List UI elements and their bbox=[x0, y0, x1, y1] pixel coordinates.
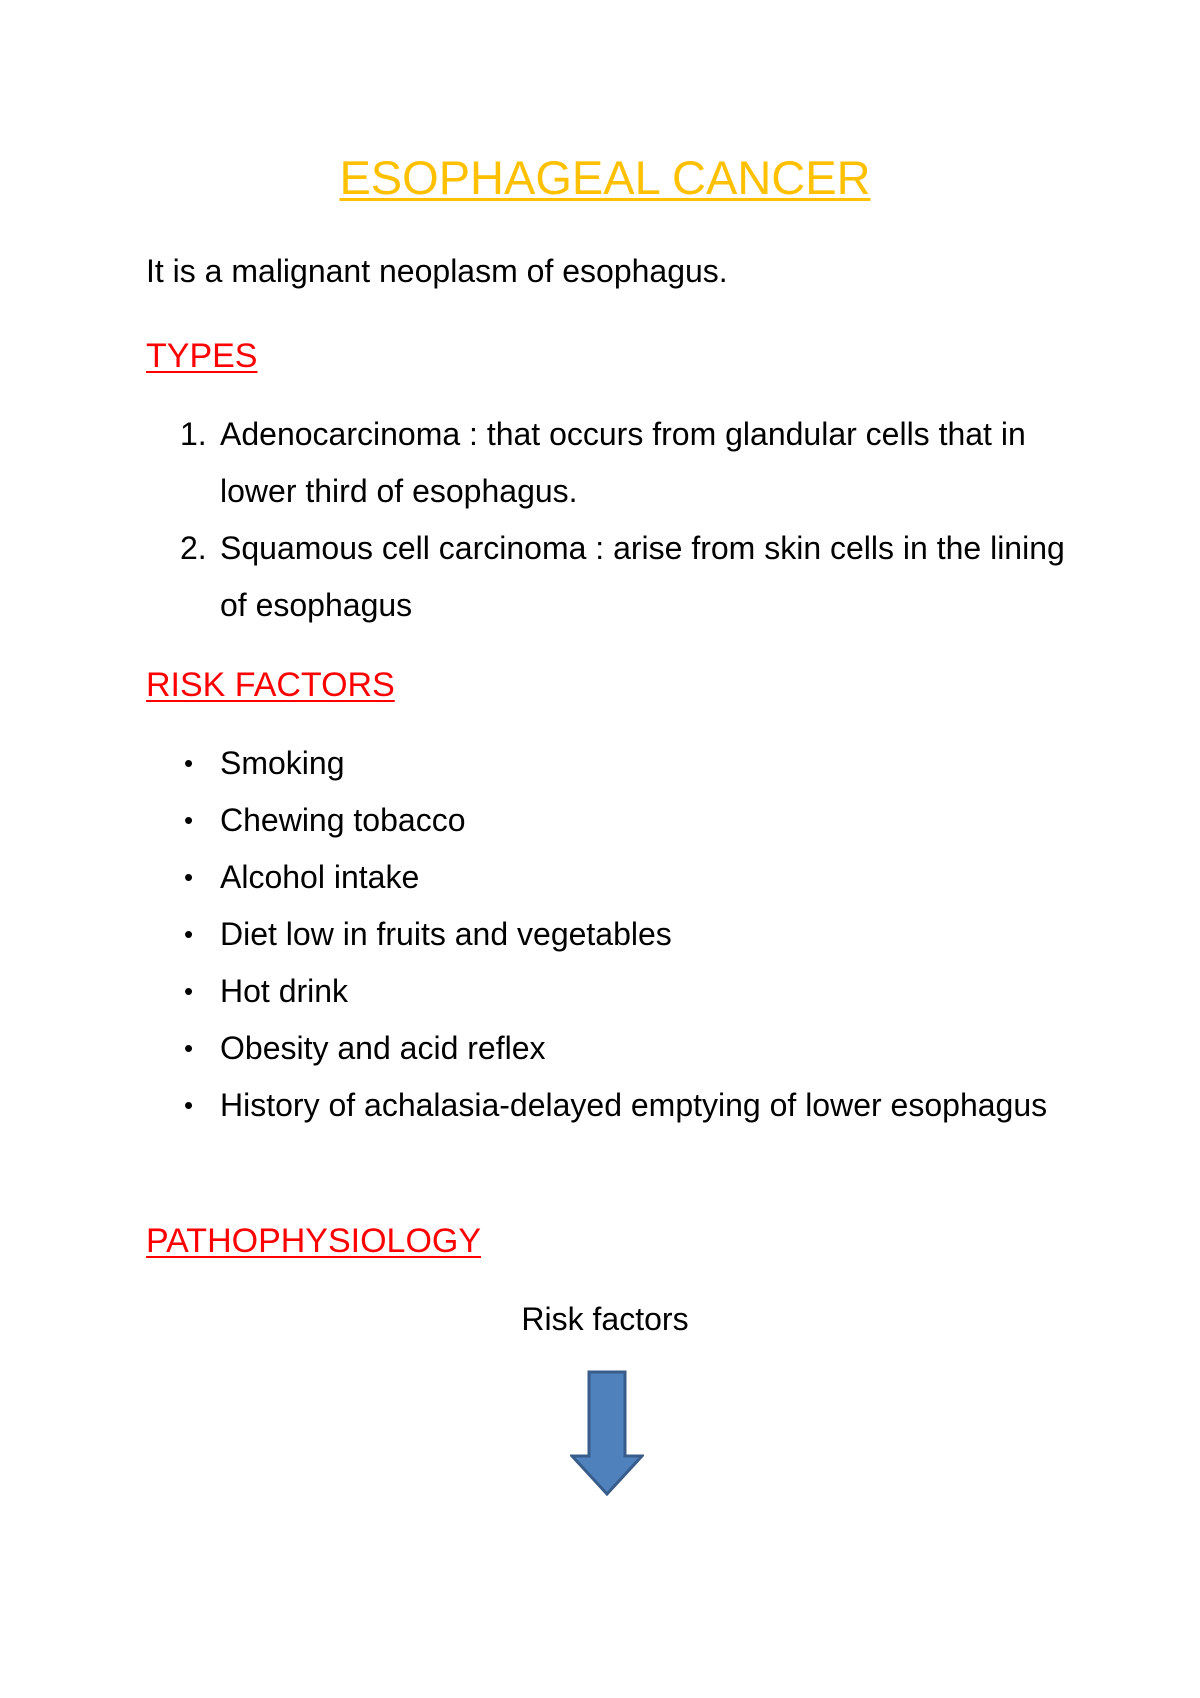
pathophysiology-heading: PATHOPHYSIOLOGY bbox=[146, 1222, 482, 1260]
bullet-icon: • bbox=[184, 976, 194, 1006]
list-item bbox=[0, 1020, 1080, 1077]
risk-factors-heading: RISK FACTORS bbox=[146, 666, 395, 704]
list-item-text: Diet low in fruits and vegetables bbox=[220, 916, 672, 952]
list-item-text: Obesity and acid reflex bbox=[220, 1030, 546, 1066]
types-list bbox=[0, 406, 1080, 634]
list-item bbox=[0, 520, 1080, 634]
bullet-icon: • bbox=[184, 862, 194, 892]
flow-step-label: Risk factors bbox=[521, 1301, 689, 1337]
list-item bbox=[0, 849, 1080, 906]
list-item-text: History of achalasia-delayed emptying of lower esophagus bbox=[220, 1087, 1048, 1123]
intro-text: It is a malignant neoplasm of esophagus. bbox=[146, 253, 728, 289]
bullet-icon: • bbox=[184, 805, 194, 835]
list-item-text: Squamous cell carcinoma : arise from skin cells in the lining of esophagus bbox=[220, 530, 1065, 623]
list-item bbox=[0, 792, 1080, 849]
list-item bbox=[0, 963, 1080, 1020]
list-number: 1. bbox=[180, 416, 207, 452]
list-item-text: Smoking bbox=[220, 745, 345, 781]
list-item bbox=[0, 1077, 1080, 1134]
list-item-text: Chewing tobacco bbox=[220, 802, 466, 838]
list-item-text: Adenocarcinoma : that occurs from glandular cells that in lower third of esophagus. bbox=[220, 416, 1026, 509]
bullet-icon: • bbox=[184, 1090, 194, 1120]
bullet-icon: • bbox=[184, 919, 194, 949]
risk-factors-list bbox=[0, 735, 1080, 1134]
list-item-text: Hot drink bbox=[220, 973, 349, 1009]
document-title: ESOPHAGEAL CANCER bbox=[339, 151, 871, 204]
list-item bbox=[0, 906, 1080, 963]
down-arrow-icon bbox=[570, 1370, 644, 1496]
types-heading: TYPES bbox=[146, 337, 258, 375]
bullet-icon: • bbox=[184, 748, 194, 778]
list-item-text: Alcohol intake bbox=[220, 859, 420, 895]
list-item bbox=[0, 406, 1080, 520]
list-item bbox=[0, 735, 1080, 792]
list-number: 2. bbox=[180, 530, 207, 566]
bullet-icon: • bbox=[184, 1033, 194, 1063]
